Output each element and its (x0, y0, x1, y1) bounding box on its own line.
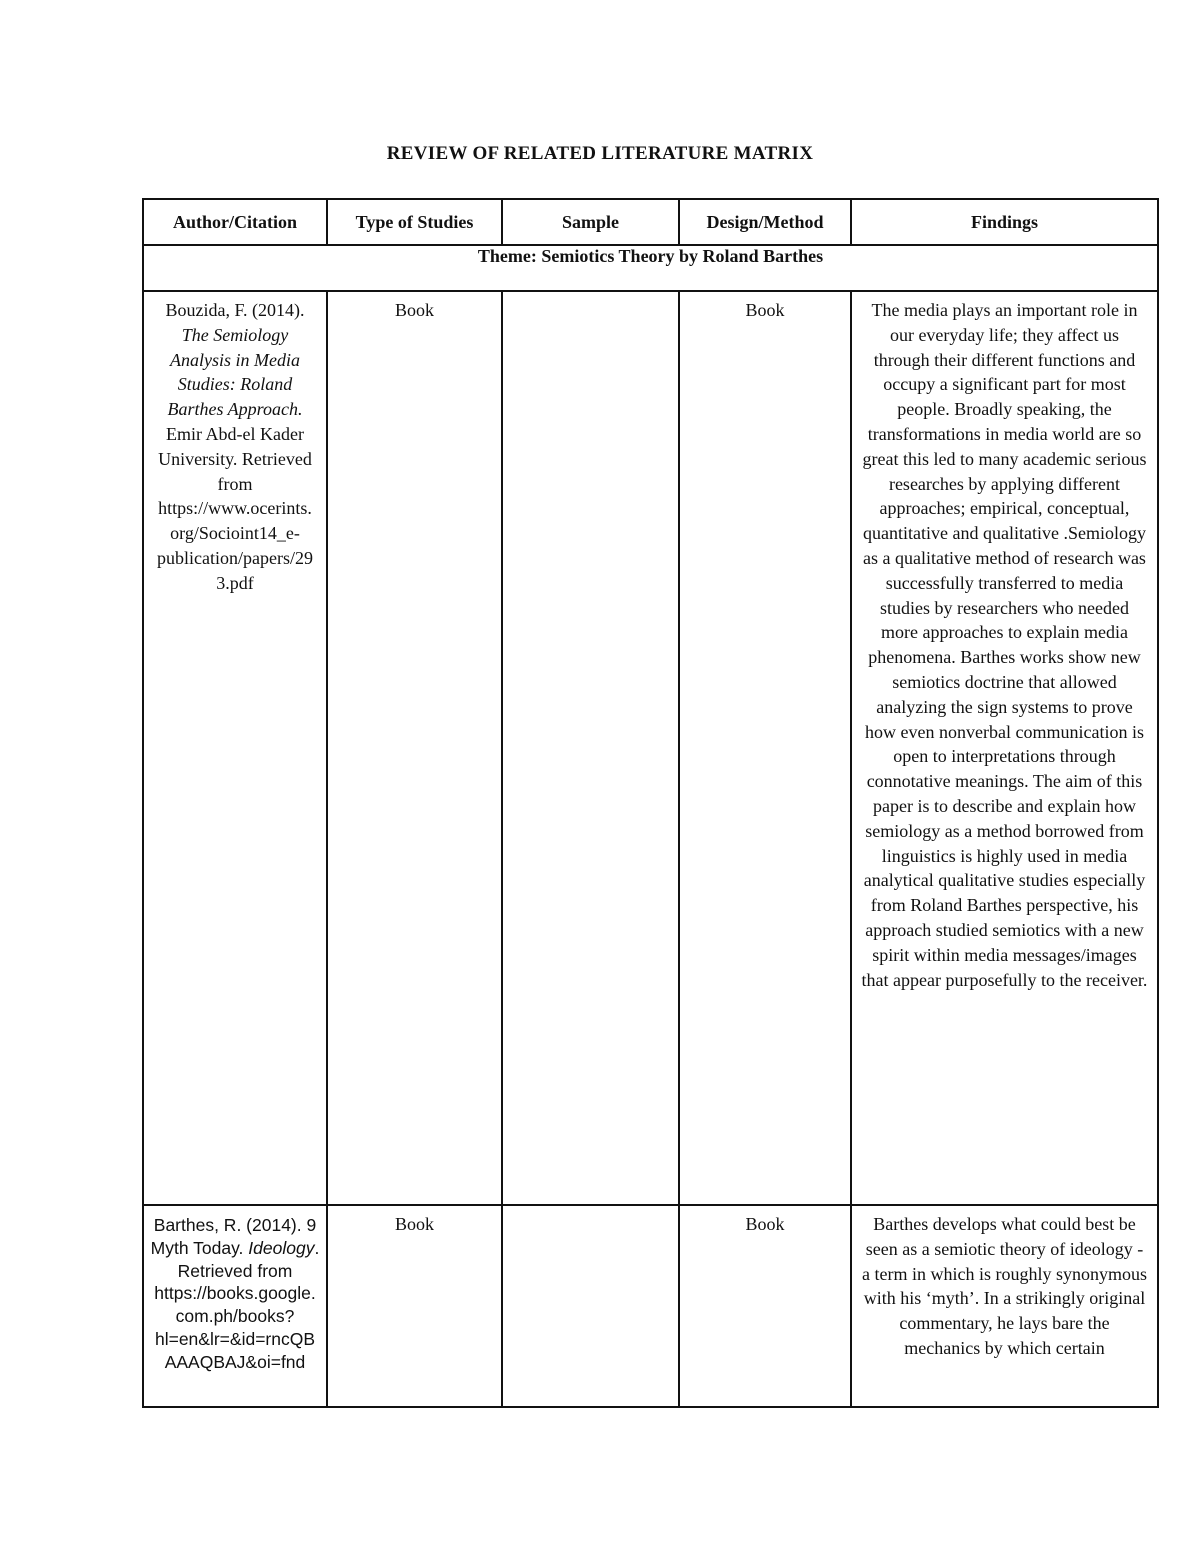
design-cell (679, 291, 851, 1205)
theme-row (143, 245, 1158, 291)
page-title: REVIEW OF RELATED LITERATURE MATRIX (386, 143, 814, 164)
design-cell (679, 1205, 851, 1407)
type-text: Book (394, 1214, 434, 1234)
citation-rest: . Retrieved from https://books.google.com.ph/books?hl=en&lr=&id=rncQBAAAQBAJ&oi=fnd (154, 1237, 320, 1372)
type-cell (327, 291, 502, 1205)
citation-cell (143, 1205, 327, 1407)
column-header-findings: Findings (851, 199, 1158, 245)
citation-text (144, 1206, 326, 1374)
findings-text: Barthes develops what could best be seen as a semiotic theory of ideology - a term in which is roughly synonymous with his ‘myth’. In a strikingly original commentary, he lays bare the mechanics by which certain (862, 1214, 1147, 1358)
citation-author: Barthes, R. (2014). 9 Myth Today. (150, 1215, 317, 1258)
theme-label: Theme: Semiotics Theory by Roland Barthes (143, 245, 1158, 291)
findings-text: The media plays an important role in our everyday life; they affect us through their different functions and occupy a significant part for most people. Broadly speaking, the transformations in media world are so great this led to many academic serious researches by applying different approaches; empirical, conceptual, quantitative and qualitative .Semiology as a qualitative method of research was successfully transferred to media studies by researchers who needed more approaches to explain media phenomena. Barthes works show new semiotics doctrine that allowed analyzing the sign systems to prove how even nonverbal communication is open to interpretations through connotative meanings. The aim of this paper is to describe and explain how semiology as a method borrowed from linguistics is highly used in media analytical qualitative studies especially from Roland Barthes perspective, his approach studied semiotics with a new spirit within media messages/images that appear purposefully to the receiver. (861, 300, 1148, 990)
findings-cell (851, 1205, 1158, 1407)
column-header-sample: Sample (502, 199, 679, 245)
type-cell (327, 1205, 502, 1407)
sample-cell (502, 291, 679, 1205)
citation-title: The Semiology Analysis in Media Studies: Roland Barthes Approach. (167, 324, 303, 420)
design-text: Book (745, 300, 785, 320)
literature-matrix-table (142, 198, 1159, 1408)
citation-title: Ideology (248, 1237, 315, 1258)
column-header-type: Type of Studies (327, 199, 502, 245)
findings-cell (851, 291, 1158, 1205)
sample-cell (502, 1205, 679, 1407)
header-row (143, 199, 1158, 245)
citation-rest: Emir Abd-el Kader University. Retrieved from https://www.ocerints.org/Socioint14_e-publication/papers/293.pdf (157, 423, 313, 593)
design-text: Book (745, 1214, 785, 1234)
column-header-author: Author/Citation (143, 199, 327, 245)
sample-text (503, 292, 678, 298)
type-text: Book (394, 300, 434, 320)
citation-cell (143, 291, 327, 1205)
citation-author: Bouzida, F. (2014). (165, 300, 305, 320)
column-header-design: Design/Method (679, 199, 851, 245)
table-row (143, 1205, 1158, 1407)
citation-text (144, 292, 326, 596)
table-row (143, 291, 1158, 1205)
sample-text (503, 1206, 678, 1212)
